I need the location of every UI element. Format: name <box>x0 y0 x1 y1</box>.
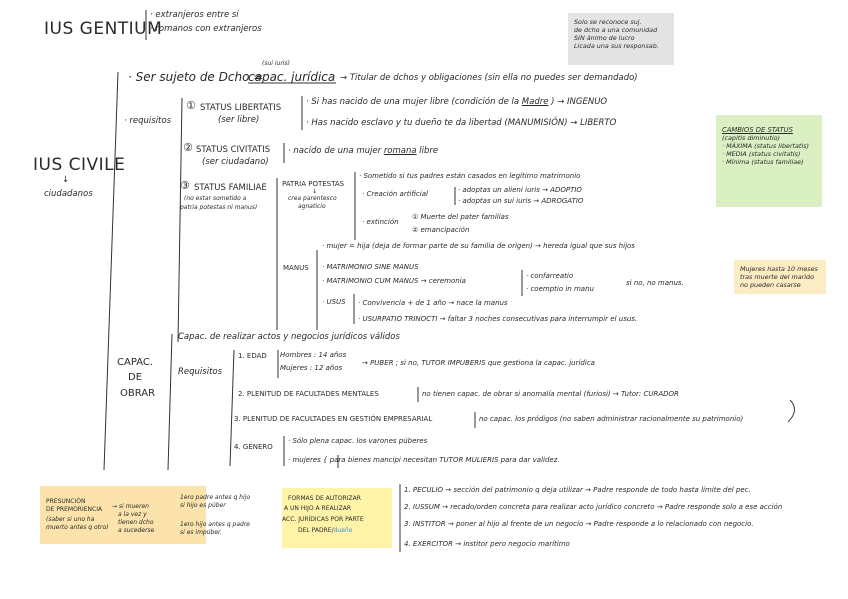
ius-civile-title: IUS CIVILE <box>33 155 126 175</box>
presuncion-mid: → si mueren <box>112 503 149 510</box>
note-yellow-line: no pueden casarse <box>740 281 801 289</box>
note-green-sub: (capitis diminutio) <box>722 134 781 143</box>
down-arrow-icon: ↓ <box>62 175 70 185</box>
presuncion-title: DE PREMORIENCIA <box>46 506 103 513</box>
presuncion-item: si hijo es púber <box>180 502 226 509</box>
edad-rest: → PUBER ; si no, TUTOR IMPUBERIS que gestiona la capac. jurídica <box>362 359 595 367</box>
capac-juridica: capac. jurídica <box>248 70 336 84</box>
pp-item: · adoptas un alieni iuris → ADOPTIO <box>458 186 582 194</box>
presuncion-sub: (saber si uno ha <box>46 516 95 523</box>
ius-gentium-item: · romanos con extranjeros <box>150 24 262 34</box>
obrar-title: CAPAC. <box>117 357 154 368</box>
genero-item: · Sólo plena capac. los varones púberes <box>288 437 428 445</box>
formas-item: 2. IUSSUM → recado/orden concreta para realizar acto jurídico concreto → Padre responde solo a ese acción <box>404 503 783 511</box>
note-grey <box>568 13 674 65</box>
edad-item: Hombres : 14 años <box>280 351 347 359</box>
libertatis-line1-c: ) → INGENUO <box>551 97 608 107</box>
presuncion-item: 1ero padre antes q hijo <box>180 494 250 501</box>
manus-item: · mujer = hija (deja de formar parte de su familia de origen) → hereda igual que sus hijos <box>322 242 635 250</box>
manus-item: si no, no manus. <box>626 279 684 287</box>
pp-item: · extinción <box>362 218 399 226</box>
note-green <box>716 115 822 207</box>
pp-item: ① Muerte del pater familias <box>412 213 509 221</box>
civitatis-line-a: · nacido de una mujer <box>288 146 382 156</box>
pp-sub: agnaticio <box>298 203 326 210</box>
libertatis-sub: (ser libre) <box>218 115 260 125</box>
manus-item: · Convivencia + de 1 año → nace la manus <box>358 299 508 307</box>
gestion-rest: no capac. los pródigos (no saben administrar racionalmente su patrimonio) <box>479 415 744 423</box>
formas-title: A UN HIJO A REALIZAR <box>284 505 352 512</box>
note-grey-line: de dcho a una comunidad <box>574 26 658 34</box>
circled-one-icon: ① <box>186 99 196 112</box>
edad-label: 1. EDAD <box>238 352 267 360</box>
edad-item: Mujeres : 12 años <box>280 364 343 372</box>
libertatis-line1 <box>306 98 607 108</box>
pp-item: ② emancipación <box>412 226 470 234</box>
note-green-title: CAMBIOS DE STATUS <box>722 126 793 134</box>
note-green-item: · MEDIA (status civitatis) <box>722 150 801 159</box>
civitatis-sub: (ser ciudadano) <box>202 157 269 167</box>
manus-item: · MATRIMONIO CUM MANUS → ceremonia <box>322 277 466 285</box>
pp-item: · Sometido si tus padres están casados en legítimo matrimonio <box>359 172 581 180</box>
presuncion-mid: tienen dcho <box>118 519 154 526</box>
ius-civile-sub: ciudadanos <box>44 189 93 199</box>
genero-label: 4. GÉNERO <box>234 443 273 451</box>
pp-item: · Creación artificial <box>362 190 428 198</box>
gestion-label: 3. PLENITUD DE FACULTADES EN GESTIÓN EMPRESARIAL <box>234 415 433 423</box>
manus-title: MANUS <box>283 264 309 272</box>
presuncion-sub: muerto antes q otro) <box>46 524 109 531</box>
note-yellow <box>734 260 826 294</box>
mentales-label: 2. PLENITUD DE FACULTADES MENTALES <box>238 390 379 398</box>
manus-item: · USURPATIO TRINOCTI → faltar 3 noches consecutivas para interrumpir el usus. <box>358 315 638 323</box>
note-grey-line: Solo se reconoce suj. <box>574 18 642 26</box>
manus-item: · coemptio in manu <box>526 285 594 293</box>
familiae-sub: patria potestas ni manus) <box>180 204 258 211</box>
ius-gentium-item: · extranjeros entre sí <box>150 10 239 20</box>
note-yellow-line: tras muerte del marido <box>740 273 815 281</box>
note-yellow-line: Mujeres hasta 10 meses <box>740 265 818 273</box>
pp-arrow-icon: ↓ <box>312 188 318 195</box>
obrar-title: DE <box>128 372 143 383</box>
note-grey-line: Licada una sus responsab. <box>574 42 659 50</box>
libertatis-line1-a: · Si has nacido de una mujer libre (condición de la <box>306 97 520 107</box>
pp-sub: crea parentesco <box>288 195 337 202</box>
formas-title-d: DEL PADRE/ <box>298 527 334 534</box>
formas-item: 4. EXERCITOR → institor pero negocio marítimo <box>404 540 570 548</box>
pp-item: · adoptas un sui iuris → ADROGATIO <box>458 197 584 205</box>
obrar-title: OBRAR <box>120 388 156 399</box>
pp-title: PATRIA POTESTAS <box>282 180 345 188</box>
presuncion-title: PRESUNCIÓN <box>46 498 86 505</box>
formas-item: 3. INSTITOR → poner al hijo al frente de un negocio → Padre responde a lo relacionado con negocio. <box>404 520 754 528</box>
mentales-rest: no tienen capac. de obrar si anomalía mental (furiosi) → Tutor: CURADOR <box>422 390 679 398</box>
formas-title-row <box>298 528 352 535</box>
presuncion-item: 1ero hijo antes q padre <box>180 521 250 528</box>
sujeto-rest: → Titular de dchos y obligaciones (sin ella no puedes ser demandado) <box>340 73 638 83</box>
civitatis-line-c: libre <box>419 146 439 156</box>
ius-gentium-title: IUS GENTIUM <box>44 19 163 39</box>
formas-title: FORMAS DE AUTORIZAR <box>288 495 361 502</box>
presuncion-item: si es impúber. <box>180 529 222 536</box>
note-green-item: · Mínima (status familiae) <box>722 158 804 167</box>
formas-item: 1. PECULIO → sección del patrimonio q deja utilizar → Padre responde de todo hasta límite del pec. <box>404 486 751 494</box>
manus-item: · USUS <box>322 298 346 306</box>
civitatis-line-b: romana <box>383 146 417 156</box>
note-green-item: · MÁXIMA (status libertatis) <box>722 142 809 151</box>
familiae-title: STATUS FAMILIAE <box>194 183 267 193</box>
civitatis-title: STATUS CIVITATIS <box>196 145 271 155</box>
circled-two-icon: ② <box>183 141 193 154</box>
manus-item: · confarreatio <box>526 272 574 280</box>
formas-title: ACC. JURÍDICAS POR PARTE <box>282 516 364 523</box>
circled-three-icon: ③ <box>180 179 190 192</box>
genero-item: · mujeres { para bienes mancipi necesitan TUTOR MULIERIS para dar validez. <box>288 456 560 464</box>
obrar-def: Capac. de realizar actos y negocios jurídicos válidos <box>178 332 400 342</box>
civitatis-line <box>288 147 438 157</box>
note-grey-line: SIN ánimo de lucro <box>574 34 635 42</box>
sujeto-sup: (sui iuris) <box>262 60 290 67</box>
formas-title-blue: dueño <box>333 527 353 534</box>
libertatis-line1-b: Madre <box>521 97 549 107</box>
presuncion-mid: a sucederse <box>118 527 155 534</box>
requisitos-label: · requisitos <box>124 116 172 126</box>
presuncion-mid: a la vez y <box>118 511 147 518</box>
sujeto-bullet: · Ser sujeto de Dcho = <box>128 70 264 84</box>
obrar-req-label: Requisitos <box>178 367 223 377</box>
libertatis-title: STATUS LIBERTATIS <box>200 103 282 113</box>
libertatis-line2: · Has nacido esclavo y tu dueño te da libertad (MANUMISIÓN) → LIBERTO <box>306 118 617 128</box>
manus-item: · MATRIMONIO SINE MANUS <box>322 263 419 271</box>
familiae-sub: (no estar sometido a <box>184 195 247 202</box>
